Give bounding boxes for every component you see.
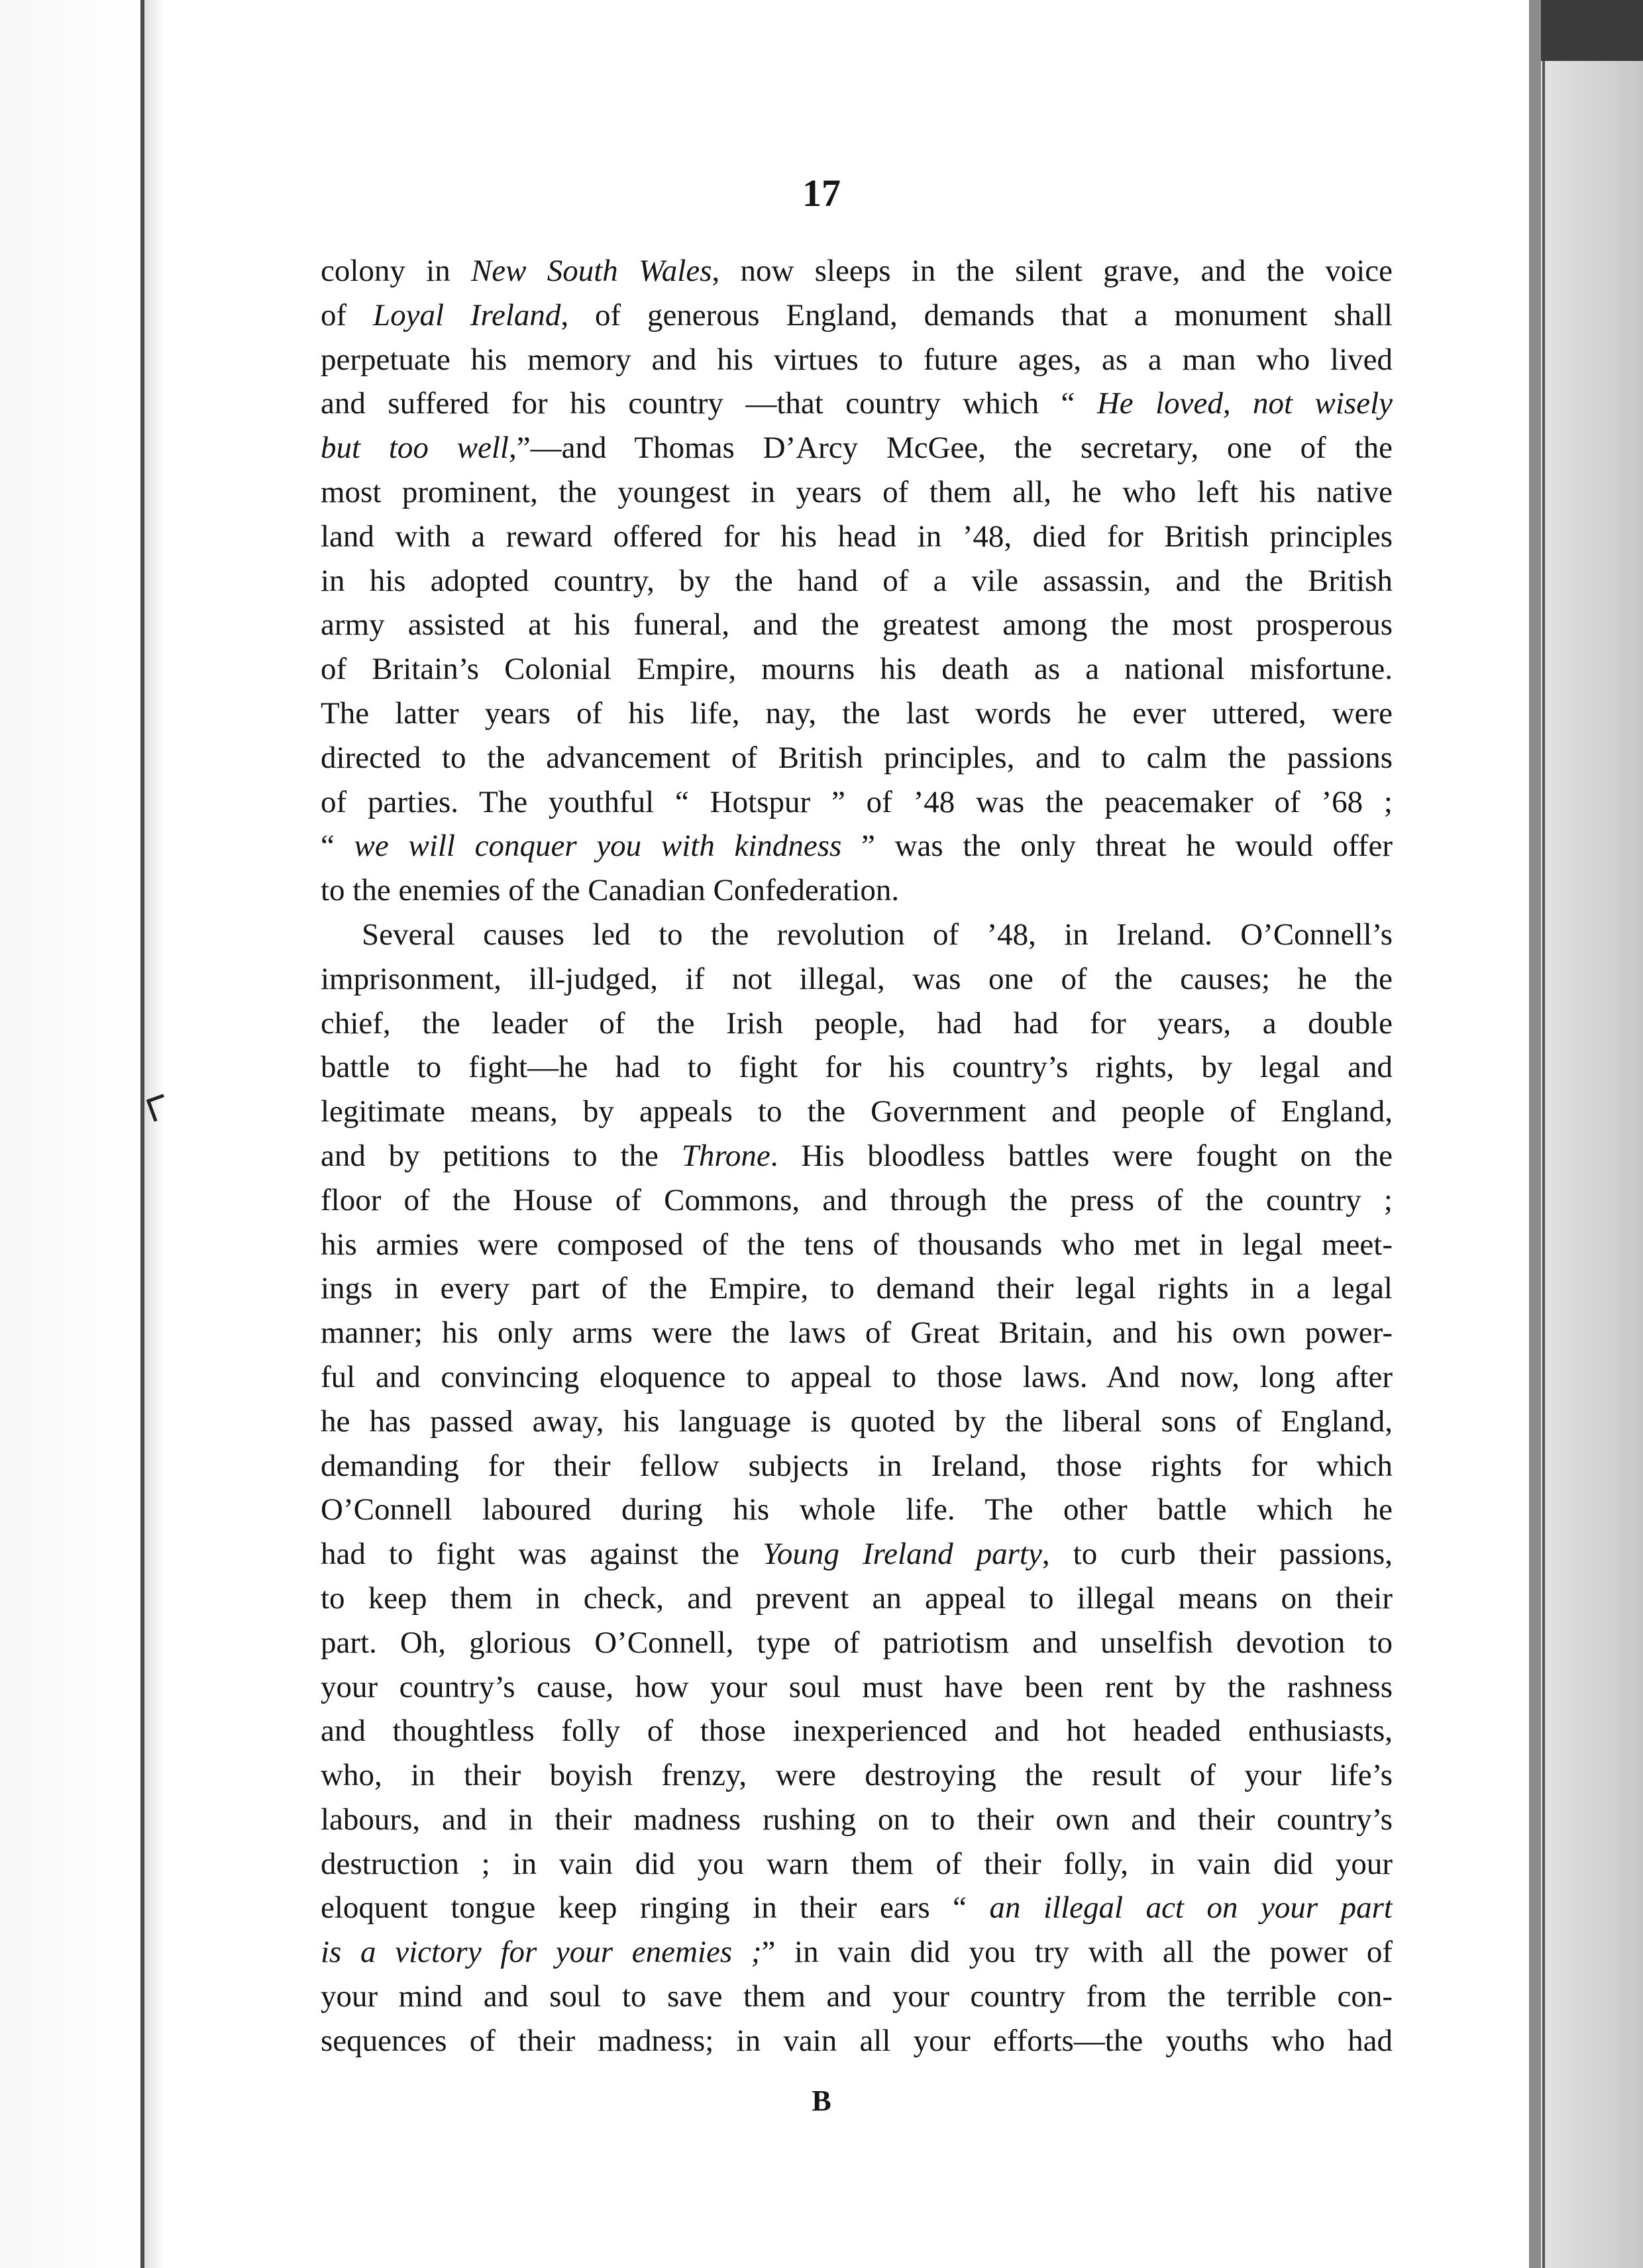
scan-left-margin bbox=[0, 0, 140, 2268]
text-run: labours, and in their madness rushing on to their own and their country’s bbox=[321, 1802, 1393, 1837]
text-line bbox=[321, 293, 1393, 338]
scan-right-border-top bbox=[1541, 0, 1643, 61]
text-run: of Britain’s Colonial Empire, mourns his death as a national misfortune. bbox=[321, 652, 1393, 687]
text-run: and suffered for his country —that country which “ bbox=[321, 386, 1097, 421]
text-run: Several causes led to the revolution of ’48, in Ireland. O’Connell’s bbox=[362, 917, 1393, 952]
text-run: destruction ; in vain did you warn them of their folly, in vain did your bbox=[321, 1846, 1393, 1881]
text-line bbox=[321, 1930, 1393, 1975]
text-run: to the enemies of the Canadian Confederation. bbox=[321, 873, 900, 908]
page-number: 17 bbox=[802, 172, 841, 215]
text-run: army assisted at his funeral, and the greatest among the most prosperous bbox=[321, 607, 1393, 643]
text-run: floor of the House of Commons, and through the press of the country ; bbox=[321, 1182, 1393, 1217]
text-run: ”—and Thomas D’Arcy McGee, the secretary, one of the bbox=[516, 431, 1393, 466]
text-run: your mind and soul to save them and your country from the terrible con- bbox=[321, 1979, 1393, 2014]
text-line bbox=[321, 824, 1393, 868]
text-run: . His bloodless battles were fought on the bbox=[770, 1138, 1393, 1173]
text-run: ” in vain did you try with all the power of bbox=[761, 1935, 1393, 1970]
italic-text: Throne bbox=[681, 1138, 770, 1173]
text-run: of bbox=[321, 297, 373, 333]
page-edge bbox=[1529, 0, 1541, 2268]
text-line bbox=[321, 1444, 1393, 1488]
text-line bbox=[321, 1090, 1393, 1134]
italic-text: New South Wales bbox=[470, 254, 712, 288]
text-line bbox=[321, 868, 1393, 913]
text-run: his armies were composed of the tens of thousands who met in legal meet- bbox=[321, 1227, 1393, 1262]
text-line bbox=[321, 249, 1393, 293]
text-line bbox=[321, 1798, 1393, 1842]
scan-right-border bbox=[1541, 0, 1643, 2268]
text-line bbox=[321, 470, 1393, 515]
text-run: battle to fight—he had to fight for his country’s rights, by legal and bbox=[321, 1050, 1393, 1085]
text-line bbox=[321, 1223, 1393, 1267]
text-run: and by petitions to the bbox=[321, 1138, 682, 1173]
text-run: who, in their boyish frenzy, were destroying the result of your life’s bbox=[321, 1758, 1393, 1793]
text-line bbox=[321, 382, 1393, 426]
text-run: O’Connell laboured during his whole life. The other battle which he bbox=[321, 1492, 1393, 1527]
text-line bbox=[321, 1709, 1393, 1753]
text-line bbox=[321, 1621, 1393, 1665]
text-run: The latter years of his life, nay, the last words he ever uttered, were bbox=[321, 696, 1393, 731]
italic-text: Young Ireland party bbox=[763, 1537, 1042, 1572]
text-run: manner; his only arms were the laws of Great Britain, and his own power- bbox=[321, 1315, 1393, 1351]
text-line bbox=[321, 736, 1393, 780]
text-line bbox=[321, 1178, 1393, 1223]
text-line bbox=[321, 1400, 1393, 1444]
text-line bbox=[321, 1045, 1393, 1090]
text-run: perpetuate his memory and his virtues to future ages, as a man who lived bbox=[321, 342, 1393, 377]
text-line bbox=[321, 913, 1393, 957]
text-run: land with a reward offered for his head in ’48, died for British principles bbox=[321, 519, 1393, 554]
text-line bbox=[321, 647, 1393, 692]
text-run: “ bbox=[321, 829, 354, 864]
text-line bbox=[321, 1311, 1393, 1355]
text-run: , now sleeps in the silent grave, and the voice bbox=[712, 254, 1393, 288]
text-run: legitimate means, by appeals to the Government and people of England, bbox=[321, 1094, 1393, 1129]
italic-text: Loyal Ireland bbox=[372, 297, 561, 333]
italic-text: but too well, bbox=[321, 431, 517, 466]
text-line bbox=[321, 515, 1393, 559]
text-run: demanding for their fellow subjects in Ireland, those rights for which bbox=[321, 1448, 1393, 1483]
body-text bbox=[321, 249, 1393, 2063]
text-line bbox=[321, 1002, 1393, 1046]
text-line bbox=[321, 1753, 1393, 1798]
text-line bbox=[321, 1355, 1393, 1400]
text-line bbox=[321, 559, 1393, 603]
text-line bbox=[321, 692, 1393, 736]
text-run: had to fight was against the bbox=[321, 1537, 763, 1572]
text-line bbox=[321, 1488, 1393, 1532]
text-line bbox=[321, 426, 1393, 470]
italic-text: is a victory for your enemies ; bbox=[321, 1935, 762, 1970]
text-run: your country’s cause, how your soul must have been rent by the rashness bbox=[321, 1669, 1393, 1704]
text-line bbox=[321, 1665, 1393, 1710]
text-line bbox=[321, 1886, 1393, 1930]
italic-text: He loved, not wisely bbox=[1096, 386, 1393, 421]
text-line bbox=[321, 1975, 1393, 2019]
text-run: and thoughtless folly of those inexperienced and hot headed enthusiasts, bbox=[321, 1714, 1393, 1749]
text-run: part. Oh, glorious O’Connell, type of patriotism and unselfish devotion to bbox=[321, 1625, 1393, 1660]
text-run: , of generous England, demands that a monument shall bbox=[560, 297, 1393, 333]
text-run: of parties. The youthful “ Hotspur ” of ’48 was the peacemaker of ’68 ; bbox=[321, 784, 1393, 819]
italic-text: we will conquer you with kindness bbox=[354, 829, 842, 864]
text-run: imprisonment, ill-judged, if not illegal, was one of the causes; he the bbox=[321, 961, 1393, 996]
text-line bbox=[321, 1532, 1393, 1576]
signature-mark: B bbox=[812, 2085, 831, 2117]
text-line bbox=[321, 1842, 1393, 1886]
text-line bbox=[321, 1134, 1393, 1178]
text-line bbox=[321, 780, 1393, 825]
text-line bbox=[321, 957, 1393, 1002]
scan-right-border-line bbox=[1542, 61, 1545, 2268]
text-run: , to curb their passions, bbox=[1041, 1537, 1393, 1572]
text-run: directed to the advancement of British principles, and to calm the passions bbox=[321, 740, 1393, 775]
text-run: most prominent, the youngest in years of them all, he who left his native bbox=[321, 474, 1393, 509]
text-run: ” was the only threat he would offer bbox=[841, 829, 1393, 864]
text-run: sequences of their madness; in vain all your efforts—the youths who had bbox=[321, 2023, 1393, 2058]
text-run: colony in bbox=[321, 254, 471, 288]
text-run: to keep them in check, and prevent an appeal to illegal means on their bbox=[321, 1580, 1393, 1616]
text-line bbox=[321, 603, 1393, 647]
text-run: ings in every part of the Empire, to demand their legal rights in a legal bbox=[321, 1271, 1393, 1306]
italic-text: an illegal act on your part bbox=[989, 1890, 1393, 1926]
text-line bbox=[321, 1576, 1393, 1621]
text-run: chief, the leader of the Irish people, had had for years, a double bbox=[321, 1005, 1393, 1041]
text-run: eloquent tongue keep ringing in their ears “ bbox=[321, 1890, 990, 1926]
text-run: he has passed away, his language is quoted by the liberal sons of England, bbox=[321, 1404, 1393, 1439]
text-line bbox=[321, 338, 1393, 382]
binding-shadow bbox=[144, 0, 164, 2268]
text-line bbox=[321, 2019, 1393, 2063]
text-run: ful and convincing eloquence to appeal to those laws. And now, long after bbox=[321, 1359, 1393, 1394]
text-line bbox=[321, 1266, 1393, 1311]
text-run: in his adopted country, by the hand of a vile assassin, and the British bbox=[321, 563, 1393, 598]
